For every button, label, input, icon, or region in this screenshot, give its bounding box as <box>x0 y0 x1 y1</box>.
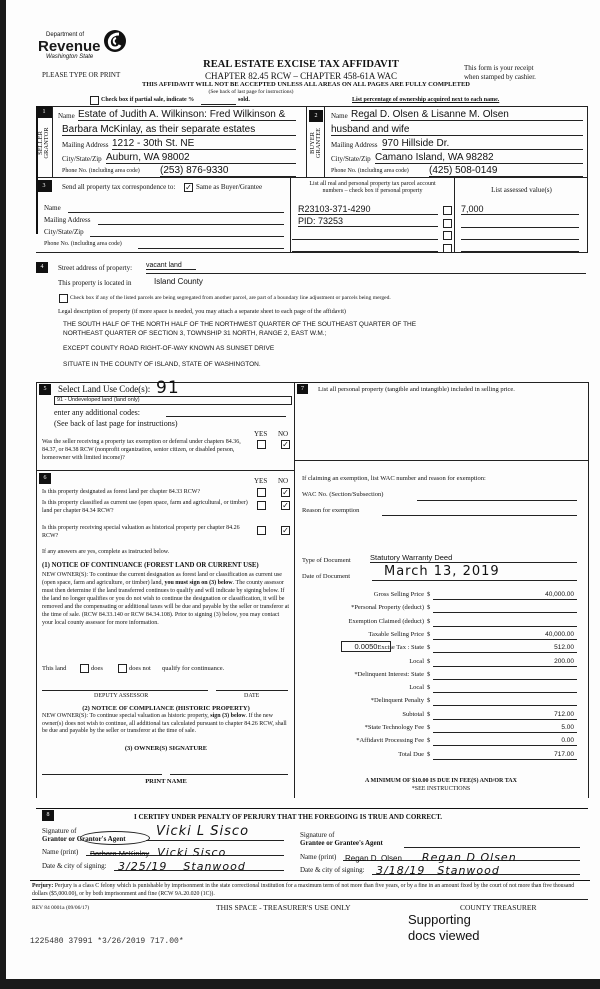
see-instructions: *SEE INSTRUCTIONS <box>411 786 471 792</box>
amount-row <box>302 589 587 602</box>
doc-type-label: Type of Document <box>302 557 351 564</box>
logo-line3: Washington State <box>46 54 94 60</box>
deputy-assessor-signature[interactable] <box>42 690 208 691</box>
buyer-mailing[interactable]: 970 Hillside Dr. <box>382 138 583 150</box>
legal-line4: SITUATE IN THE COUNTY OF ISLAND, STATE OF WASHINGTON. <box>63 361 261 368</box>
amount-label: *Delinquent Interest: State <box>354 670 424 678</box>
stamp-supporting: Supporting <box>408 912 471 927</box>
date-label: DATE <box>244 693 260 699</box>
grantor-signature[interactable]: Vicki L Sisco <box>146 824 284 841</box>
amount-value[interactable] <box>433 617 577 627</box>
parcel-number[interactable] <box>292 239 438 240</box>
corr-mailing-label: Mailing Address <box>44 216 91 224</box>
grantee-date: 3/18/19 <box>376 864 426 877</box>
exemption-question: Was the seller receiving a property tax exemption or deferral under chapters 84.36, 84.37, or 84.38 RCW (nonprofit organization, senior citizen, or disabled person, homeowner with limited income)? <box>42 439 241 461</box>
buyer-name-label: Name <box>331 112 348 120</box>
minimum-note: A MINIMUM OF $10.00 IS DUE IN FEE(S) AND/OR TAX <box>365 778 517 784</box>
buyer-mailing-label: Mailing Address <box>331 141 378 149</box>
amount-value[interactable]: 200.00 <box>433 657 577 667</box>
logo-line1: Department of <box>46 32 85 38</box>
currency-symbol: $ <box>427 697 431 705</box>
amount-row <box>302 682 587 695</box>
question-text: Is this property classified as current use (open space, farm and agricultural, or timber) land per chapter 84.34 RCW? <box>42 500 248 514</box>
same-as-buyer-label: Same as Buyer/Grantee <box>196 183 263 191</box>
personal-property-checkbox[interactable] <box>443 219 452 228</box>
seller-name-line2[interactable]: Barbara McKinlay, as their separate estates <box>62 124 296 136</box>
same-as-buyer-checkbox[interactable]: ✓ <box>185 183 192 192</box>
amount-value[interactable] <box>433 696 577 706</box>
grantor-sig-label1: Signature of <box>42 827 77 835</box>
amount-row <box>302 695 587 708</box>
county-treasurer: COUNTY TREASURER <box>460 903 537 912</box>
currency-symbol: $ <box>427 657 431 665</box>
amount-value[interactable] <box>433 670 577 680</box>
does-qualify-checkbox[interactable] <box>80 664 89 673</box>
seller-mailing-label: Mailing Address <box>62 141 109 149</box>
owner-signature-title: (3) OWNER(S) SIGNATURE <box>124 745 208 752</box>
reason-field[interactable] <box>382 515 577 516</box>
street-address-label: Street address of property: <box>58 264 133 272</box>
legal-line2: NORTHEAST QUARTER OF SECTION 3, TOWNSHIP 31 NORTH, RANGE 2, EAST W.M.; <box>63 330 327 337</box>
form-subtitle: CHAPTER 82.45 RCW – CHAPTER 458-61A WAC <box>205 71 397 81</box>
currency-symbol: $ <box>427 604 431 612</box>
see-back-note: (See back of last page for instructions) <box>208 89 294 95</box>
street-address[interactable]: vacant land <box>146 262 196 270</box>
form-warning: THIS AFFIDAVIT WILL NOT BE ACCEPTED UNLESS ALL AREAS ON ALL PAGES ARE FULLY COMPLETED <box>142 81 470 88</box>
no-header-5: NO <box>278 430 289 438</box>
section-2-badge: 2 <box>309 110 323 122</box>
amount-label: *Delinquent Penalty <box>370 697 424 705</box>
buyer-phone[interactable]: (425) 508-0149 <box>429 165 583 177</box>
amount-value[interactable]: 0.00 <box>433 736 577 746</box>
amount-value[interactable]: 40,000.00 <box>433 590 577 600</box>
grantor-date-label: Date & city of signing: <box>42 862 107 870</box>
section-1-badge: 1 <box>36 106 52 118</box>
currency-symbol: $ <box>427 724 431 731</box>
notice1-text: NEW OWNER(S): To continue the current designation as forest land or classification as current use (open space, farm and agriculture, or timber) land, you must sign on (3) below. The county assessor must then determine if the land transferred continues to qualify and will indicate by signing below. If the land no longer qualifies or you do not wish to continue the designation or classification, it will be removed and the compensating or additional taxes will be due and payable by the seller or transferor at the time of sale. (RCW 84.33.140 or RCW 84.34.108). Prior to signing (3) below, you may contact your local county assessor for more information. <box>42 572 290 626</box>
amount-label: *State Technology Fee <box>364 724 424 731</box>
no-header-6: NO <box>278 477 289 485</box>
grantee-sig-label1: Signature of <box>300 831 335 839</box>
amount-row <box>302 616 587 629</box>
grantor-city: Stanwood <box>183 860 246 873</box>
seller-phone-label: Phone No. (including area code) <box>62 168 140 174</box>
certify-statement: I CERTIFY UNDER PENALTY OF PERJURY THAT THE FOREGOING IS TRUE AND CORRECT. <box>134 813 443 821</box>
amount-value[interactable]: 712.00 <box>433 710 577 720</box>
amount-row <box>302 722 587 735</box>
treasurer-use: THIS SPACE - TREASURER'S USE ONLY <box>216 903 351 912</box>
seller-city[interactable]: Auburn, WA 98002 <box>106 152 296 164</box>
perjury-notice: Perjury: Perjury is a class C felony which is punishable by imprisonment in the state correctional institution for a maximum term of not more than five years, or by a fine in an amount fixed by the court of not more than five thousand dollars ($5,000.00), or by both imprisonment and fine (RCW 9A.20.020 (1C)). <box>32 883 588 900</box>
corr-mailing-field[interactable] <box>98 224 284 225</box>
amount-value[interactable]: 717.00 <box>433 750 577 760</box>
question-text: Is this property receiving special valuation as historical property per chapter 84.26 RCW? <box>42 525 240 539</box>
amount-label: *Affidavit Processing Fee <box>356 737 424 745</box>
grantor-sig-label2: Grantor or Grantor's Agent <box>42 835 126 843</box>
seller-name-line1[interactable]: Estate of Judith A. Wilkinson: Fred Wilkinson & <box>78 109 296 121</box>
grantor-date-city-field[interactable] <box>114 857 284 871</box>
doc-date-label: Date of Document <box>302 573 351 580</box>
affidavit-page <box>6 0 600 979</box>
buyer-city[interactable]: Camano Island, WA 98282 <box>375 152 583 164</box>
question-text: Is this property designated as forest land per chapter 84.33 RCW? <box>42 489 201 495</box>
print-name-label: PRINT NAME <box>145 778 187 785</box>
this-land-label: This land <box>42 665 67 672</box>
notice2-title: (2) NOTICE OF COMPLIANCE (HISTORIC PROPERTY) <box>82 705 250 712</box>
amount-label: *Personal Property (deduct) <box>351 604 424 612</box>
owner-signature-field[interactable] <box>42 774 162 775</box>
section-4-badge: 4 <box>36 262 48 273</box>
question-yes-checkbox[interactable] <box>257 526 266 535</box>
amount-row <box>302 749 587 762</box>
grantor-name-field[interactable] <box>86 843 284 859</box>
corr-city-label: City/State/Zip <box>44 228 84 236</box>
currency-symbol: $ <box>427 591 431 598</box>
section-7-badge: 7 <box>297 384 308 394</box>
question-yes-checkbox[interactable] <box>257 501 266 510</box>
buyer-name-line1[interactable]: Regal D. Olsen & Lisanne M. Olsen <box>351 109 583 121</box>
logo-line2: Revenue <box>38 38 101 55</box>
amount-value[interactable]: 40,000.00 <box>433 630 577 640</box>
dor-logo <box>38 32 133 68</box>
grantee-name-field[interactable] <box>343 848 580 864</box>
owner-print-name-field[interactable] <box>170 774 288 775</box>
qualify-label: qualify for continuance. <box>162 665 225 672</box>
corr-phone-label: Phone No. (including area code) <box>44 241 122 247</box>
grantee-city: Stanwood <box>437 864 500 877</box>
amount-row <box>302 669 587 682</box>
parcel-number[interactable]: PID: 73253 <box>298 216 438 227</box>
amount-label: Gross Selling Price <box>373 591 424 598</box>
amount-label: Excise Tax : State <box>377 644 424 652</box>
question-no-checkbox[interactable]: ✓ <box>282 526 289 535</box>
seller-side-label: SELLER GRANTOR <box>37 127 50 159</box>
stamp-docs-viewed: docs viewed <box>408 928 480 943</box>
amount-row <box>302 656 587 669</box>
grantor-name-handwritten: Vicki Sisco <box>157 846 227 859</box>
assessed-value[interactable] <box>461 239 579 240</box>
additional-codes-field[interactable] <box>166 416 286 417</box>
land-use-select[interactable]: 91 - Undeveloped land (land only) <box>54 396 292 405</box>
grantor-date: 3/25/19 <box>118 860 168 873</box>
grantee-date-city-field[interactable] <box>372 861 580 875</box>
amount-label: Local <box>409 657 424 665</box>
amount-row <box>302 709 587 722</box>
grantee-name: Regan D. Olsen <box>345 854 402 863</box>
receipt-line1: This form is your receipt <box>464 64 534 72</box>
currency-symbol: $ <box>427 670 431 678</box>
doc-date-field[interactable]: March 13, 2019 <box>372 564 577 581</box>
does-label: does <box>91 665 103 672</box>
deputy-assessor-label: DEPUTY ASSESSOR <box>94 693 149 699</box>
personal-property-label: List all personal property (tangible and intangible) included in selling price. <box>318 386 515 393</box>
corr-name-field[interactable] <box>68 212 284 213</box>
notice2-text: NEW OWNER(S): To continue special valuation as historic property, sign (3) below. If the new owner(s) does not wish to continue, all additional tax calculated pursuant to chapter 84.26 RCW, shall be due and payable by the seller or transferor at the time of sale. <box>42 713 287 734</box>
seller-mailing[interactable]: 1212 - 30th St. NE <box>112 138 296 150</box>
corr-phone-field[interactable] <box>138 248 284 249</box>
currency-symbol: $ <box>427 710 431 718</box>
amount-label: Exemption Claimed (deduct) <box>348 617 424 625</box>
personal-property-checkbox[interactable] <box>443 231 452 240</box>
please-type: PLEASE TYPE OR PRINT <box>42 71 121 79</box>
amount-label: Subtotal <box>402 710 424 718</box>
section-6-badge: 6 <box>39 473 51 484</box>
currency-symbol: $ <box>427 737 431 745</box>
parcel-number[interactable]: R23103-371-4290 <box>298 204 438 215</box>
amount-label: Local <box>409 684 424 692</box>
assessed-header: List assessed value(s) <box>491 186 552 194</box>
partial-sale-checkbox[interactable] <box>90 96 99 105</box>
land-use-handwritten: 91 <box>156 378 180 398</box>
seller-phone[interactable]: (253) 876-9330 <box>160 165 296 177</box>
doc-type-field[interactable]: Statutory Warranty Deed <box>370 553 577 563</box>
county-name[interactable]: Island County <box>154 277 203 286</box>
grantee-signature: Regan D Olsen <box>421 851 517 864</box>
parcel-header-line2: numbers – check box if personal property <box>322 188 423 194</box>
currency-symbol: $ <box>427 617 431 625</box>
question-no-checkbox[interactable]: ✓ <box>282 488 289 497</box>
land-use-see-back: (See back of last page for instructions) <box>54 419 178 428</box>
grantee-sig-label2: Grantee or Grantee's Agent <box>300 839 383 847</box>
amount-label: Taxable Selling Price <box>368 630 424 638</box>
grantor-name-label: Name (print) <box>42 848 79 856</box>
currency-symbol: $ <box>427 750 431 758</box>
currency-symbol: $ <box>427 684 431 692</box>
segregated-checkbox[interactable] <box>59 294 68 303</box>
reason-label: Reason for exemption <box>302 507 360 514</box>
receipt-stamp: 1225480 37991 *3/26/2019 717.00* <box>30 937 184 946</box>
personal-property-checkbox[interactable] <box>443 206 452 215</box>
assessed-value[interactable]: 7,000 <box>461 204 579 215</box>
exemption-yes-checkbox[interactable] <box>257 440 266 449</box>
amount-value[interactable] <box>433 683 577 693</box>
legal-line1: THE SOUTH HALF OF THE NORTH HALF OF THE NORTHWEST QUARTER OF THE SOUTHEAST QUARTER OF THE <box>63 321 417 328</box>
exemption-wac-label: If claiming an exemption, list WAC number and reason for exemption: <box>302 475 486 482</box>
currency-symbol: $ <box>427 630 431 638</box>
partial-sale-label: Check box if partial sale, indicate % <box>101 97 195 103</box>
yes-header-6: YES <box>254 477 268 485</box>
legal-line3: EXCEPT COUNTY ROAD RIGHT-OF-WAY KNOWN AS SUNSET DRIVE <box>63 345 275 352</box>
buyer-name-line2[interactable]: husband and wife <box>331 124 583 136</box>
seller-city-label: City/State/Zip <box>62 155 102 163</box>
send-correspondence-label: Send all property tax correspondence to: <box>62 183 176 191</box>
grantee-name-label: Name (print) <box>300 853 337 861</box>
assessed-value[interactable] <box>461 251 579 252</box>
parcel-number[interactable] <box>292 251 438 252</box>
located-in-label: This property is located in <box>58 279 132 287</box>
does-not-label: does not <box>129 665 151 672</box>
section-8-badge: 8 <box>42 810 54 821</box>
legal-description-label: Legal description of property (if more space is needed, you may attach a separate sheet to each page of the affidavit) <box>58 308 346 315</box>
amount-value[interactable]: 512.00 <box>433 643 577 653</box>
question-no-checkbox[interactable]: ✓ <box>282 501 289 510</box>
partial-sale-percent[interactable] <box>201 104 236 105</box>
does-not-qualify-checkbox[interactable] <box>118 664 127 673</box>
local-rate-box[interactable]: 0.0050 <box>341 641 391 652</box>
currency-symbol: $ <box>427 644 431 652</box>
dor-swirl-icon <box>102 28 128 54</box>
amount-value[interactable] <box>433 603 577 613</box>
form-id: REV 84 0001a (09/06/17) <box>32 905 90 911</box>
grantee-date-label: Date & city of signing: <box>300 866 365 874</box>
corr-city-field[interactable] <box>90 236 284 237</box>
grantor-name-struck: Barbara McKinlay <box>90 849 150 858</box>
amount-row <box>302 602 587 615</box>
if-yes-note: If any answers are yes, complete as instructed below. <box>42 549 170 555</box>
notice1-title: (1) NOTICE OF CONTINUANCE (FOREST LAND OR CURRENT USE) <box>42 562 259 569</box>
receipt-line2: when stamped by cashier. <box>464 73 536 81</box>
corr-name-label: Name <box>44 204 61 212</box>
additional-codes-label: enter any additional codes: <box>54 408 140 417</box>
section-3-badge: 3 <box>36 180 52 192</box>
buyer-city-label: City/State/Zip <box>331 155 371 163</box>
exemption-no-checkbox[interactable]: ✓ <box>282 440 289 449</box>
parcel-header-line1: List all real and personal property tax parcel account <box>309 181 436 187</box>
personal-property-checkbox[interactable] <box>443 244 452 253</box>
sold-label: sold. <box>238 97 250 103</box>
yes-header-5: YES <box>254 430 268 438</box>
ownership-note: List percentage of ownership acquired next to each name. <box>352 97 500 103</box>
amount-label: Total Due <box>398 750 424 758</box>
land-use-label: Select Land Use Code(s): <box>58 384 151 394</box>
buyer-phone-label: Phone No. (including area code) <box>331 168 409 174</box>
seller-name-label: Name <box>58 112 75 120</box>
assessed-value[interactable] <box>461 227 579 228</box>
segregated-label: Check box if any of the listed parcels are being segregated from another parcel, are part of a boundary line adjustment or parcels being merged. <box>70 295 391 301</box>
question-yes-checkbox[interactable] <box>257 488 266 497</box>
amount-value[interactable]: 5.00 <box>433 723 577 733</box>
deputy-assessor-date[interactable] <box>216 690 288 691</box>
form-title: REAL ESTATE EXCISE TAX AFFIDAVIT <box>203 59 399 70</box>
amount-row <box>302 735 587 748</box>
buyer-side-label: BUYER GRANTEE <box>309 127 322 159</box>
wac-number-label: WAC No. (Section/Subsection) <box>302 491 384 498</box>
section-5-badge: 5 <box>39 384 51 395</box>
wac-number-field[interactable] <box>417 500 577 501</box>
